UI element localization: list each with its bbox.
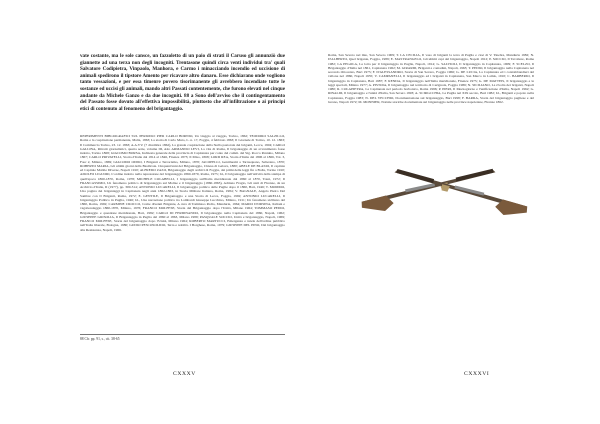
bibliography-notes-continued: Roma, San Severo nel mio, San Severo 1909; T. LA CECILIA, Il vaso di briganti la terra di Puglia e cioè di V. Tinebra, Manduria 1982; N. D'ALBERTO, Quel brigante, Foggia, 1989; E. MASTRANGELO, Gli ultimi capi del brigantaggio, Napoli 1912; P. SOCCIO, Il Tavoliere, Roma 1982; LA PEGOLA, La lotta per il brigantaggio in Puglia, Napoli, 1914; G. SALVIOLI, Il brigantaggio in Capitanata, 1909; F. SCELZO, Il Brigantaggio d'Italia nel 1861, Capitanata 1962; M. GIRARDI, Briganti e contadini, Napoli, 1963; T. PEDIO, Il brigantaggio nella Capitanata nel secondo Ottocento, Bari 1975; F. D'ALESSANDRO, Storia di San Severo, Foggia 1966; G. DE LUCIA, La Capitanata ed i contrabbandieri del vallone nel 1860, Napoli 1935; V. CAMPANELLI, Il brigantaggio ed i briganti in Capitanata, San Marco in Lamis, 1910; C. BARBERIO, Il brigantaggio in Capitanata, Bari 1987; F. RENDA, Il brigantaggio nell'Italia meridionale, Firenze 1975; G. DE MATTEIS, Il brigantaggio e le leggi speciali, Milano 1977; A. PISTOIA, Il brigantaggio nel territorio di Cerignola, Foggia 1986; N. SICILIANO, La rivolta dei briganti, Napoli 1980; R. COLAPIETRA, La Capitanata nel periodo borbonico, Roma 1996; P. PIERI, Il Mezzogiorno e l'unificazione d'Italia, Napoli 1962; G. RINALDI, Il brigantaggio e l'unità d'Italia, San Severo 1993; A. SCIRGCCHIA, La Puglia nel XIX secolo, Bari 1982; Id., Briganti e popolo nella Capitanata, Foggia 1983; N. DEL VECCHIO, Documentazione sul brigantaggio, Bari 1998; F. BARRA, Storia del brigantaggio pugliese e del lucano, Napoli 1972; M. MONNIER, Notizie storiche documentate sul brigantaggio nelle province napoletane, Firenze 1862. (328, 53, 534, 104)
bibliography-notes: REPERIMENTI BIBLIOGRAFICI SUL PERIODO: PIER CARLO BORNIO, Un viaggio al viaggio, Torino, 1862; TEODORO SALZILLO, Roma e la cospirazione permanente, Malta, 1863; La storia di Carlo Muto, L. n. 17, Foggia, 4 febbraio 1863; Il Giornale di Torino, 10. 12. 1863; Il Commercio Torino, 23. 12. 1863; A.A.VV. (7 dicembre 1862), La grande cospirazione della Stella pastorale dei briganti, Lecce, 1904; CARLO GALLINA, Ritratti giornalistici, quarta serie, volume III, Atto ARMANDO LEVI, La vita di Roma, Il brigantaggio di un avvenimento fosse indotto, Torino 1868; GIACOMO BORSA, Inchiesta generale della provincia di Capitanata per conto del comm. del Sig. Rocco Pennino, Milano 1867; CARLO PRIVATELLI, Storia d'Italia dal 1814 al 1846, Firenze 1873; Il Miso, 1868; LORD REA, Storia d'Italia dal 1806 al 1866, Vol. 3, Fasc 2, Milano, 1869; GIACOMO ODDO, I Briganti e Terrorismo, Milano, 1870; JACOPELLI, Gentiluomi a Tarrasquano, Salterano, 1870; ROBERTO MARIA, Gli ultimi giorni della Basilicata. Cinquant'anni del Brigantaggio, Chiesa di Galava, 1880; ABELE DE BLASIO, Il capitale ed Capitale Mobile Diverse, Napoli 1910; ALFREDO ZAZO, Brigantaggio degli archivi di Foggia, dai primi delle leggi fin a Bolla, Torino 1910; ADOLFO LIGUORI, L'ordine indotto nella repressione del brigantaggio 1860-1870, Roma, 1975; Id., Il brigantaggio nell'attività della stampa di quell'epoca 1860-1870, Roma, 1978; MICHELE COLABELLI, I brigantaggio sull'Italia meridionale dal 1860 al 1870, Trani, 1972; Il FRANCASSIMO, Un fenomeno politico di brigantaggio sul Molise e il brigantaggio (1860-1863), Adriano Fragio, Gli stati di Firenze, da un Archivio d'Italia, II (1977), pp. 300-314; ANTONIO LUCARELLI, Il brigantaggio politico delle Puglie dopo il 1860, Bari, 1946; T. MOMMO, Una pagina dei brigantaggi in Capitanata negli anni 1862-1863, in Storia Militare Italiana, Roma, 1984; V. BAGNALE, Angelo Pietro Del Sambre con Il Briganti, Roma, 1972; E. GENTILE, Il Brigantaggio e una Storia di Lecce, Foggia, 1992; ANTONIO LUCARELLI, Il brigantaggio Politico in Puglia, 1946; Id., Una narrazione politica tra Lombardi Giuseppe Lucchino, Milano, 1911; Un fenomeno siciliano del 1860, Roma, 1992; CARMINE CROCCO, Come divenni Brigante, A cura di Tommaso Pedio, Manduria, 1964; MARIO D'ORSINA, Italiani e vagabondaggio 1860-1870, Milano, 1976; FRANCO MOLFESE, Storia del Brigantaggio dopo l'Unità, Milano 1964; TOMMASO PEDIO, Brigantaggio e questione meridionale, Bari, 1982; CARLO DI FERDINANDO, Il brigantaggio nella Capitanata del 1860, Napoli, 1962; GIUSEPPE GRISOLIA, Il Brigantaggio in Puglia dal 1860 al 1863, Milano 1989; PASQUALE SOCCIO, Unità e brigantaggio, Napoli, 1969; FRANCO MOLFESE, Storia del brigantaggio dopo l'Unità, Milano 1964; ROBERTO MARTUCCI, Emergenza e tutela dell'ordine pubblico nell'Italia liberale, Bologna, 1980; GUIDO PESCOSOLIDO, Terra e nobiltà. I Borghese, Roma, 1979; GIUSEPPE DEL PINO, Dal brigantaggio alla Resistenza, Napoli, 1966. (80, 134, 285, 232)
crossed-rifles-illustration (345, 150, 545, 220)
rifle-right (391, 169, 529, 220)
page-number-right: CXXXVI (464, 371, 490, 377)
body-paragraph: vate costante, ma le sole cansce, un fazzoletto di un paio di strati il Caruso gli annunziò due giannette ad una terza non degli incogniti. Trentasone quindi circa venti individui tra' quali Salvatore Codipietra, Vinpaolo, Manhora, e Carmo i minacciando incendio ed uccisione di animali spedirono il tipstore Amento per ricavare altro danaro. Esse dichiarano onde vogliono tanto vessazioni, e per essa timenre povero tisorimanente gli avrebbero incendiate tutte le sostanze ed uccisi gli animali, mando altri Passati contentemente, che furono elevati nel cinque andante da Michele Ganzo e da due incogniti. 88 a Sono dell'avviso che il contingentamento del Passato fosse dovuto all'effettiva impossibilità, piuttosto che all'infiltrazione o ai principi etici di contenuto al fenomeno del brigantaggio. (80, 53, 285, 112)
page-number-left: CXXXV (173, 371, 196, 377)
footnote: 88 Cfr. pp. 91, s., cit. 38-65 (80, 334, 285, 342)
main-body-text (80, 53, 285, 112)
right-page (300, 0, 600, 424)
